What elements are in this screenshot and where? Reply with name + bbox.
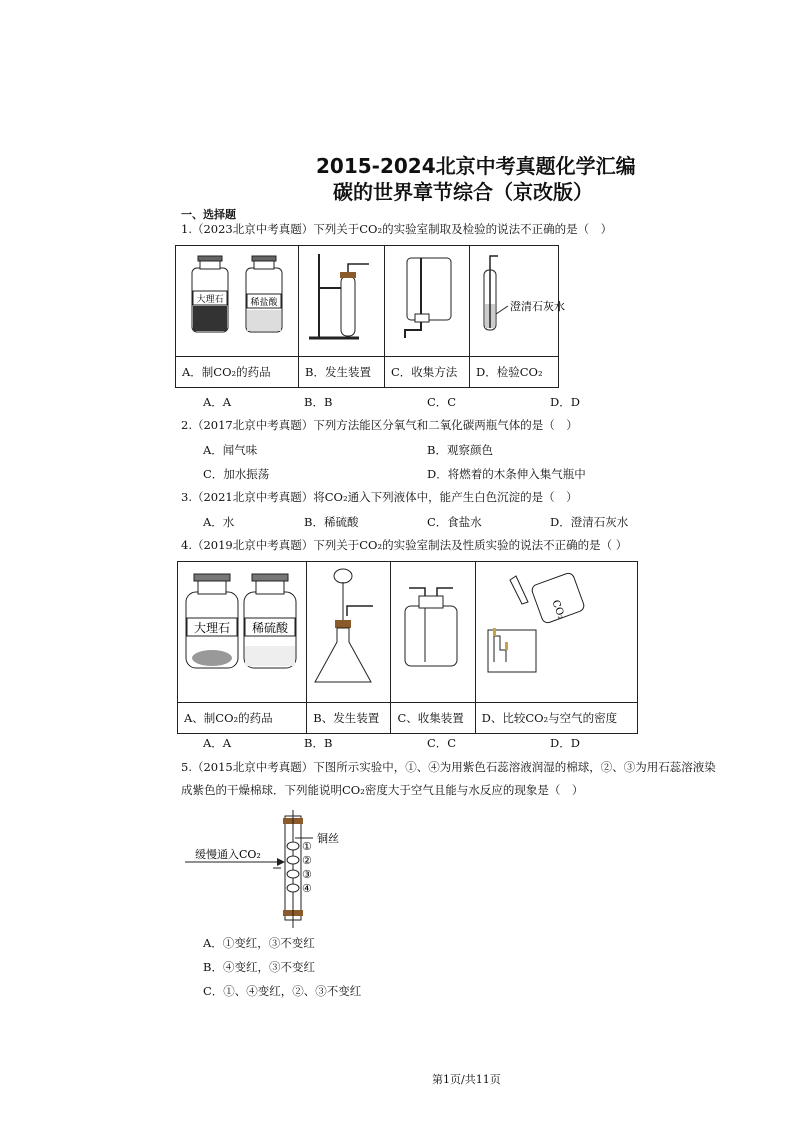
page-title: 2015-2024北京中考真题化学汇编 [316, 154, 636, 178]
reagent-bottles-illustration [178, 562, 306, 699]
q4-caption-b: B、发生装置 [307, 703, 391, 734]
page-subtitle: 碳的世界章节综合（京改版） [333, 180, 593, 204]
q4-option-c[interactable]: C．C [427, 736, 457, 750]
q4-co2-label: CO₂ [549, 598, 567, 622]
q5-option-b[interactable]: B．④变红，③不变红 [203, 960, 315, 974]
q5-option-c[interactable]: C．①、④变红，②、③不变红 [203, 984, 362, 998]
q1-figure-c [385, 246, 470, 357]
q4-figure-c [391, 562, 475, 703]
question-5-text-line2: 成紫色的干燥棉球．下列能说明CO₂密度大于空气且能与水反应的现象是（ ） [181, 783, 584, 797]
q1-limewater-label: 澄清石灰水 [510, 300, 565, 313]
q1-caption-a: A．制CO₂的药品 [176, 357, 299, 388]
section-heading: 一、选择题 [181, 208, 236, 221]
q3-option-b[interactable]: B．稀硫酸 [304, 515, 359, 529]
question-1-figure-table [175, 245, 565, 388]
q3-option-d[interactable]: D．澄清石灰水 [550, 515, 629, 529]
q3-option-c[interactable]: C．食盐水 [427, 515, 482, 529]
q1-option-b[interactable]: B．B [304, 395, 333, 409]
question-5-text-line1: 5.（2015北京中考真题）下图所示实验中，①、④为用紫色石蕊溶液润湿的棉球，②、③为用石蕊溶液染 [181, 760, 716, 774]
question-1-text: 1.（2023北京中考真题）下列关于CO₂的实验室制取及检验的说法不正确的是（ ） [181, 222, 613, 236]
limewater-test-illustration [470, 246, 565, 353]
q1-option-a[interactable]: A．A [203, 395, 232, 409]
q4-caption-c: C、收集装置 [391, 703, 475, 734]
q3-option-a[interactable]: A．水 [203, 515, 235, 529]
q5-ball-3: ③ [302, 868, 312, 881]
q4-acid-label: 稀硫酸 [251, 621, 289, 635]
reagent-bottles-illustration [176, 246, 298, 353]
question-2-text: 2.（2017北京中考真题）下列方法能区分氧气和二氧化碳两瓶气体的是（ ） [181, 418, 578, 432]
q2-option-c[interactable]: C．加水振荡 [203, 467, 270, 481]
gas-generator-illustration [307, 562, 390, 699]
q1-caption-c: C．收集方法 [385, 357, 470, 388]
q4-caption-d: D、比较CO₂与空气的密度 [475, 703, 637, 734]
question-4-text: 4.（2019北京中考真题）下列关于CO₂的实验室制法及性质实验的说法不正确的是（ ） [181, 538, 628, 552]
question-4-figure-table [177, 561, 638, 734]
page-number: 第1页/共11页 [432, 1073, 501, 1086]
q1-acid-label: 稀盐酸 [250, 298, 278, 308]
q4-caption-a: A、制CO₂的药品 [178, 703, 307, 734]
q5-wire-label: 铜丝 [317, 832, 339, 845]
gas-generator-illustration [299, 246, 384, 353]
q4-figure-b [307, 562, 391, 703]
q1-option-d[interactable]: D．D [550, 395, 580, 409]
q1-figure-a [176, 246, 299, 357]
q4-option-b[interactable]: B．B [304, 736, 333, 750]
q5-inlet-label: 缓慢通入CO₂ [195, 848, 261, 861]
gas-collection-illustration [385, 246, 469, 353]
q2-option-b[interactable]: B．观察颜色 [427, 443, 493, 457]
q5-ball-4: ④ [302, 882, 312, 895]
q4-option-a[interactable]: A．A [203, 736, 232, 750]
q5-option-a[interactable]: A．①变红，③不变红 [203, 936, 315, 950]
gas-collection-bottle-illustration [391, 562, 474, 699]
q5-ball-2: ② [302, 854, 312, 867]
q2-option-d[interactable]: D．将燃着的木条伸入集气瓶中 [427, 467, 586, 481]
q1-figure-b [299, 246, 385, 357]
q1-option-c[interactable]: C．C [427, 395, 457, 409]
q1-figure-d [470, 246, 565, 357]
q4-option-d[interactable]: D．D [550, 736, 580, 750]
q4-marble-label: 大理石 [193, 621, 231, 635]
q4-figure-a [178, 562, 307, 703]
q1-caption-d: D．检验CO₂ [470, 357, 559, 388]
q5-tube-apparatus [181, 810, 381, 930]
q1-marble-label: 大理石 [196, 295, 224, 305]
q4-figure-d [475, 562, 637, 703]
q2-option-a[interactable]: A．闻气味 [203, 443, 258, 457]
density-comparison-illustration [476, 562, 637, 699]
q1-caption-b: B．发生装置 [299, 357, 385, 388]
question-3-text: 3.（2021北京中考真题）将CO₂通入下列液体中，能产生白色沉淀的是（ ） [181, 490, 578, 504]
q5-ball-1: ① [302, 840, 312, 853]
